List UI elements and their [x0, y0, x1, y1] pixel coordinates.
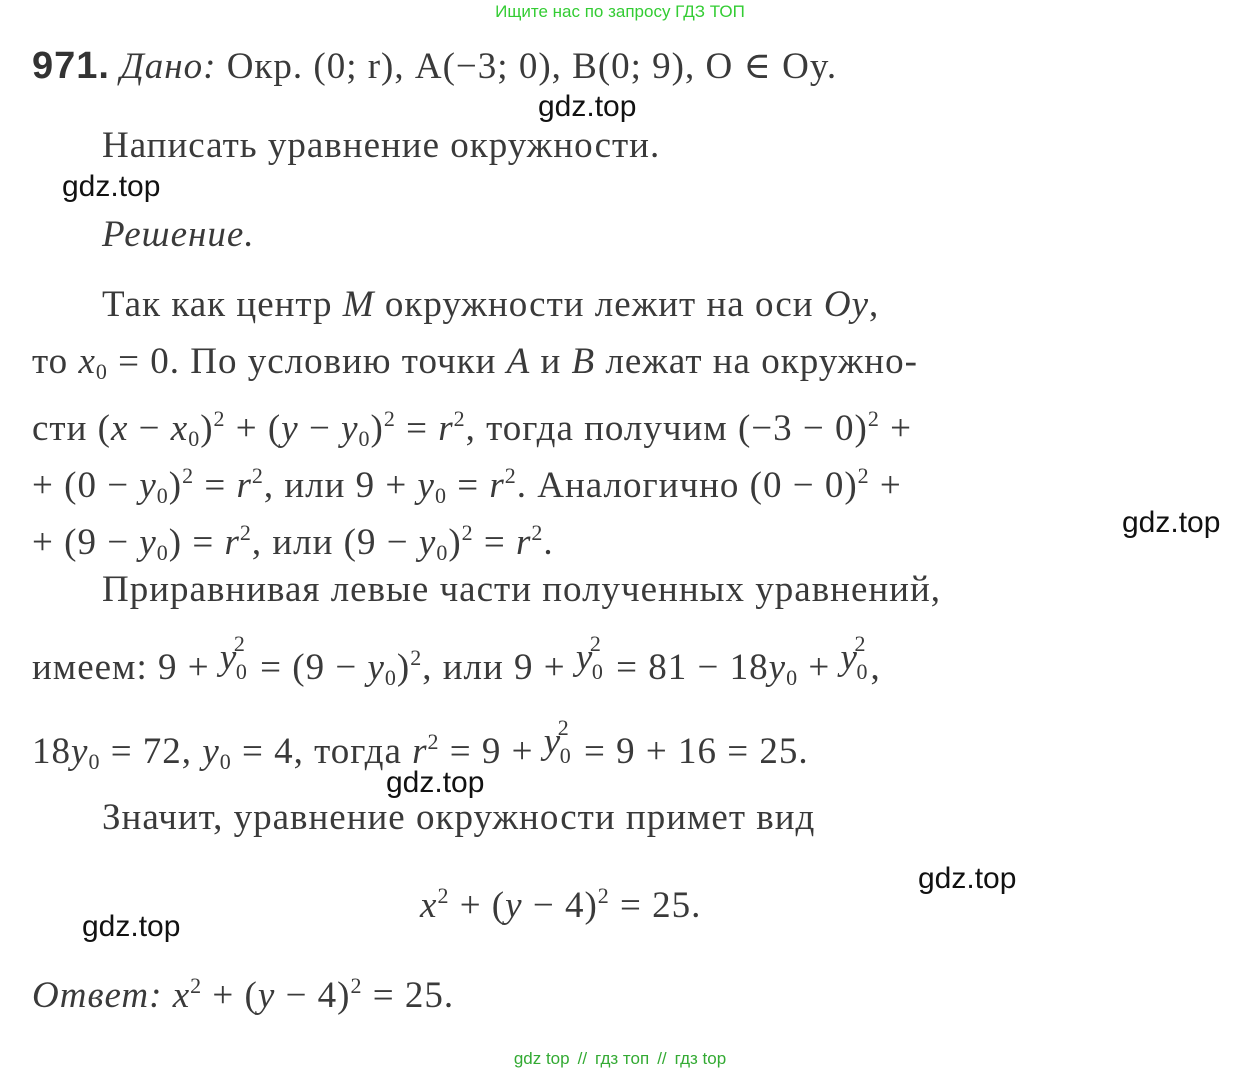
solution-line-7: имеем: 9 + y 2 0 = $(9 - y_0)^2$, или 9 + y 2 0 = $81 - 18y_0$ + y 2 0 ,: [32, 631, 881, 690]
solution-line-6: Приравнивая левые части полученных уравнений,: [102, 569, 942, 610]
solution-label: Решение.: [102, 214, 255, 255]
task-text: Написать уравнение окружности.: [102, 125, 661, 166]
watermark: gdz.top: [386, 766, 485, 799]
footer-separator: //: [657, 1049, 667, 1068]
watermark: gdz.top: [62, 170, 161, 203]
solution-line-4: + $(0 - y_0)^2 = r^2$, или $9 + y_0 = r^2$. Аналогично $(0 - 0)^2$ +: [32, 463, 902, 508]
answer-label: Ответ:: [32, 975, 163, 1016]
footer-separator: //: [577, 1049, 588, 1068]
final-equation: $x^2 + (y - 4)^2 = 25$.: [420, 883, 702, 926]
footer-item: гдз топ: [595, 1049, 650, 1068]
solution-line-5: + $(9 - y_0) = r^2$, или $(9 - y_0)^2 = r^2$.: [32, 520, 554, 565]
footer-item: гдз top: [674, 1049, 727, 1068]
watermark: gdz.top: [918, 862, 1017, 895]
solution-line-3: сти $(x - x_0)^2 + (y - y_0)^2 = r^2$, тогда получим $(-3 - 0)^2$ +: [32, 406, 912, 451]
solution-line-2: то $x_0 = 0$. По условию точки A и B лежат на окружно-: [32, 341, 918, 384]
given-label: Дано:: [120, 46, 217, 87]
problem-number: 971.: [32, 45, 110, 87]
footer: [0, 1046, 1240, 1072]
top-banner: Ищите нас по запросу ГДЗ ТОП: [495, 2, 745, 21]
solution-line-1: Так как центр M окружности лежит на оси Oy,: [102, 284, 880, 325]
given-text: Окр. (0; r), A(−3; 0), B(0; 9), O ∈ Oy.: [226, 46, 838, 87]
solution-line-8: $18y_0 = 72$, $y_0 = 4$, тогда $r^2 = 9$ + y 2 0 = 9 + 16 = 25.: [32, 715, 809, 774]
problem-header: [32, 44, 837, 89]
answer-line: Ответ: $x^2 + (y - 4)^2 = 25$.: [32, 973, 455, 1016]
conclusion-text: Значит, уравнение окружности примет вид: [102, 797, 816, 838]
watermark: gdz.top: [82, 910, 181, 943]
footer-item: gdz top: [513, 1049, 570, 1068]
watermark: gdz.top: [1122, 506, 1221, 539]
watermark: gdz.top: [538, 90, 637, 123]
